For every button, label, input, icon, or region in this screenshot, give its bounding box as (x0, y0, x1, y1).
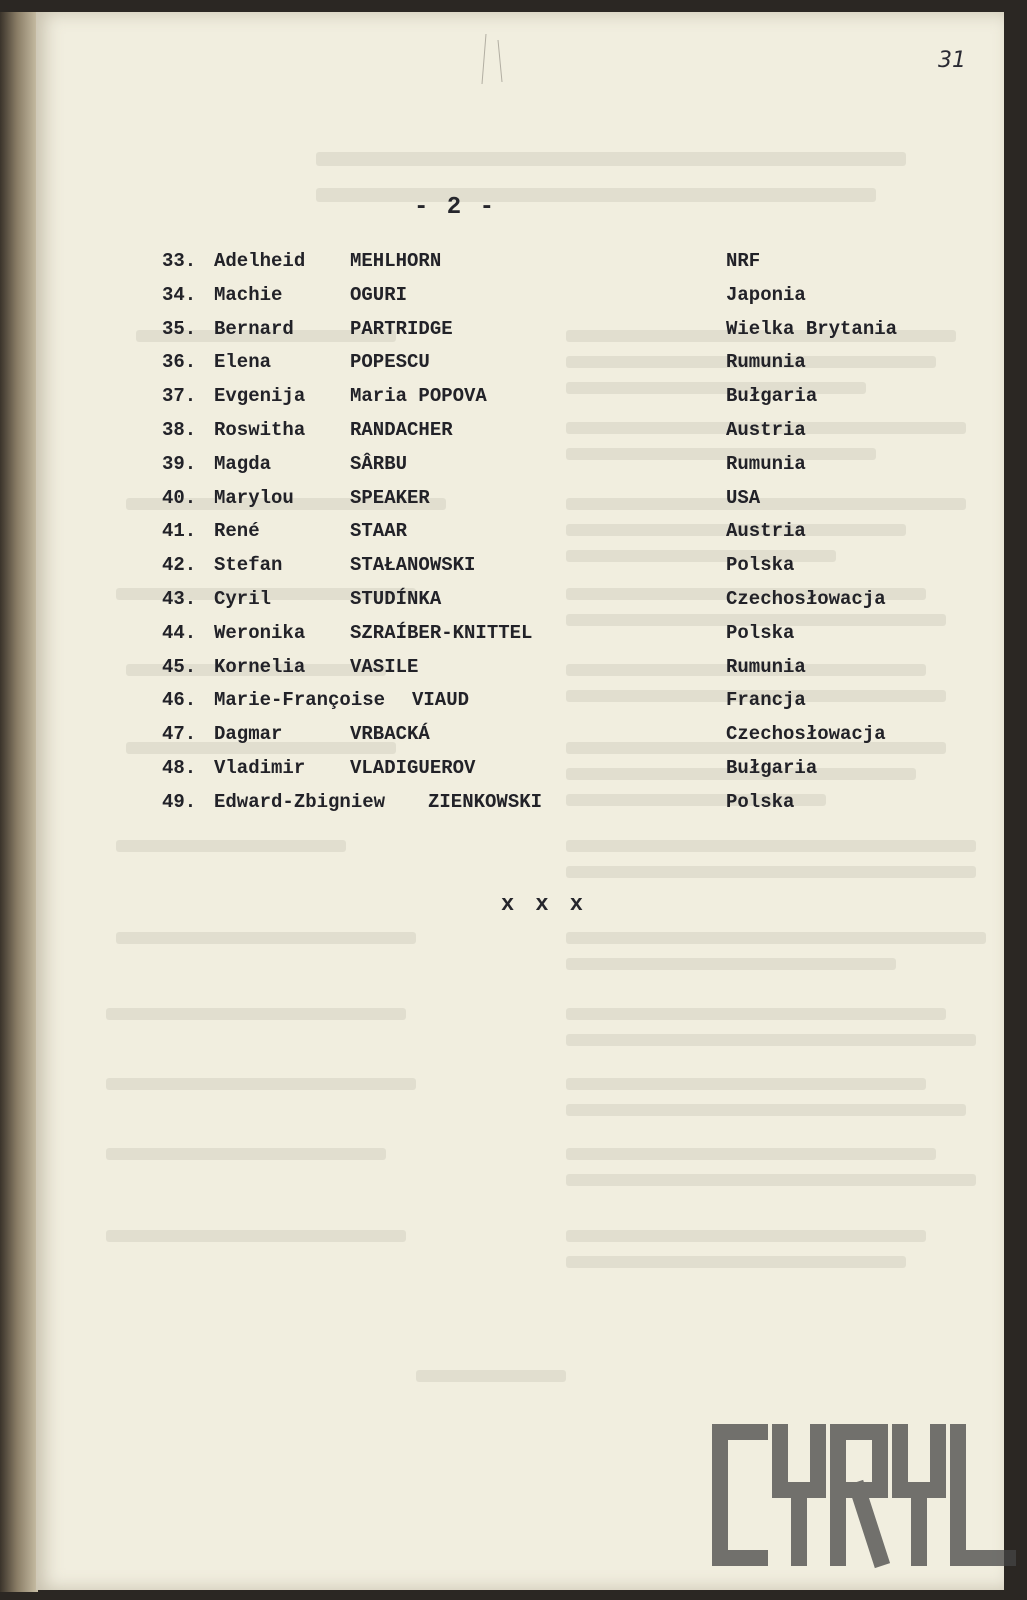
entry-last-name: OGURI (350, 283, 408, 306)
entry-first-name: Marie-Françoise (214, 689, 386, 712)
entry-country: Czechosłowacja (726, 723, 886, 746)
list-item (162, 250, 952, 284)
entry-first-name: Elena (214, 351, 272, 374)
entry-first-name: Machie (214, 283, 283, 306)
entry-last-name: PARTRIDGE (350, 317, 453, 340)
list-item (162, 318, 952, 352)
entry-first-name: Cyril (214, 587, 272, 610)
entry-number: 44. (162, 621, 197, 644)
entry-last-name: POPESCU (350, 351, 430, 374)
entry-number: 40. (162, 486, 197, 509)
entry-country: Rumunia (726, 452, 806, 475)
entry-first-name: Roswitha (214, 418, 306, 441)
list-item (162, 351, 952, 385)
entry-last-name: SZRAÍBER-KNITTEL (350, 621, 533, 644)
entry-last-name: ZIENKOWSKI (428, 790, 543, 813)
book-spine (0, 12, 38, 1592)
entry-number: 43. (162, 587, 197, 610)
list-item (162, 453, 952, 487)
page-heading: - 2 - (414, 194, 497, 221)
entry-number: 42. (162, 554, 197, 577)
entry-last-name: VLADIGUEROV (350, 756, 476, 779)
entry-country: Rumunia (726, 351, 806, 374)
entry-country: Polska (726, 621, 795, 644)
page-number: 31 (938, 48, 966, 73)
entry-last-name: STAAR (350, 520, 408, 543)
list-item (162, 588, 952, 622)
entry-country: Austria (726, 520, 806, 543)
entry-country: Polska (726, 790, 795, 813)
entry-country: Bułgaria (726, 756, 818, 779)
entry-country: Czechosłowacja (726, 587, 886, 610)
entry-country: Austria (726, 418, 806, 441)
entry-number: 48. (162, 756, 197, 779)
entry-first-name: Stefan (214, 554, 283, 577)
section-separator: x x x (501, 892, 588, 917)
entry-last-name: VIAUD (412, 689, 470, 712)
cyryl-watermark-logo (708, 1420, 1027, 1570)
entry-country: Wielka Brytania (726, 317, 898, 340)
entry-first-name: Adelheid (214, 250, 306, 272)
entry-last-name: VRBACKÁ (350, 723, 430, 746)
entry-first-name: Dagmar (214, 723, 283, 746)
list-item (162, 419, 952, 453)
entry-country: Polska (726, 554, 795, 577)
document-page (36, 12, 1004, 1590)
entry-last-name: SÂRBU (350, 452, 408, 475)
participant-list (162, 250, 952, 825)
entry-country: Rumunia (726, 655, 806, 678)
list-item (162, 284, 952, 318)
list-item (162, 689, 952, 723)
entry-country: USA (726, 486, 761, 509)
entry-last-name: STUDÍNKA (350, 587, 442, 610)
entry-last-name: RANDACHER (350, 418, 453, 441)
entry-number: 46. (162, 689, 197, 712)
list-item (162, 791, 952, 825)
entry-last-name: MEHLHORN (350, 250, 442, 272)
entry-number: 36. (162, 351, 197, 374)
entry-first-name: Marylou (214, 486, 294, 509)
entry-number: 41. (162, 520, 197, 543)
entry-first-name: Bernard (214, 317, 294, 340)
entry-last-name: STAŁANOWSKI (350, 554, 476, 577)
entry-last-name: SPEAKER (350, 486, 430, 509)
entry-first-name: Weronika (214, 621, 306, 644)
list-item (162, 554, 952, 588)
list-item (162, 385, 952, 419)
entry-first-name: Vladimir (214, 756, 306, 779)
entry-number: 47. (162, 723, 197, 746)
list-item (162, 656, 952, 690)
list-item (162, 723, 952, 757)
entry-country: Bułgaria (726, 385, 818, 408)
list-item (162, 622, 952, 656)
entry-number: 49. (162, 790, 197, 813)
entry-country: Francja (726, 689, 806, 712)
list-item (162, 757, 952, 791)
entry-number: 35. (162, 317, 197, 340)
entry-number: 37. (162, 385, 197, 408)
entry-number: 34. (162, 283, 197, 306)
entry-number: 39. (162, 452, 197, 475)
list-item (162, 520, 952, 554)
entry-number: 33. (162, 250, 197, 272)
entry-number: 45. (162, 655, 197, 678)
entry-first-name: Evgenija (214, 385, 306, 408)
entry-last-name: VASILE (350, 655, 419, 678)
entry-first-name: Kornelia (214, 655, 306, 678)
entry-last-name: Maria POPOVA (350, 385, 487, 408)
entry-number: 38. (162, 418, 197, 441)
entry-first-name: Edward-Zbigniew (214, 790, 386, 813)
entry-first-name: Magda (214, 452, 272, 475)
entry-country: Japonia (726, 283, 806, 306)
entry-first-name: René (214, 520, 260, 543)
list-item (162, 487, 952, 521)
entry-country: NRF (726, 250, 761, 272)
